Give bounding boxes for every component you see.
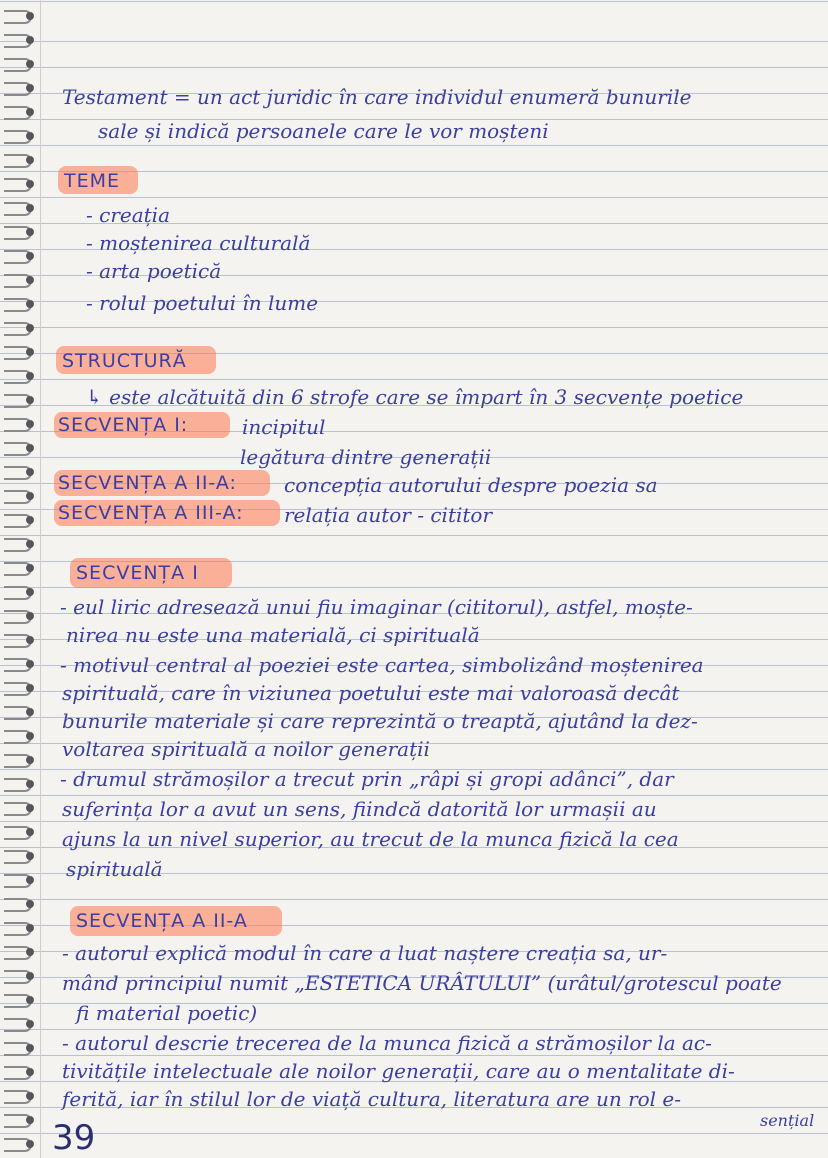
page-number: 39 [52, 1118, 96, 1158]
secventa-3-text: relația autor - cititor [284, 503, 493, 527]
secventa-1-line: voltarea spirituală a noilor generații [62, 737, 430, 761]
punch-hole [26, 636, 34, 644]
margin-line [40, 0, 41, 1158]
punch-hole [26, 900, 34, 908]
punch-hole [26, 108, 34, 116]
punch-hole [26, 60, 34, 68]
punch-hole [26, 180, 34, 188]
punch-hole [26, 780, 34, 788]
structura-heading: STRUCTURĂ [62, 350, 187, 372]
punch-hole [26, 804, 34, 812]
punch-hole [26, 1020, 34, 1028]
punch-hole [26, 420, 34, 428]
secventa-1-line: - drumul strămoșilor a trecut prin „râpi și gropi adânci”, dar [60, 767, 674, 791]
secventa-1-line: nirea nu este una materială, ci spirituală [66, 623, 480, 647]
punch-hole [26, 684, 34, 692]
punch-hole [26, 276, 34, 284]
secventa-3-label: SECVENȚA A III-A: [58, 502, 244, 524]
structura-intro: ↳ este alcătuită din 6 strofe care se împart în 3 secvențe poetice [86, 385, 744, 409]
secventa-1-text: incipitul [242, 415, 326, 439]
punch-hole [26, 540, 34, 548]
tema-item: - creația [86, 203, 170, 227]
punch-hole [26, 156, 34, 164]
punch-hole [26, 132, 34, 140]
secventa-1-label: SECVENȚA I: [58, 414, 189, 436]
punch-hole [26, 12, 34, 20]
teme-heading: TEME [64, 170, 121, 192]
punch-hole [26, 852, 34, 860]
punch-hole [26, 372, 34, 380]
secventa-2-line: mând principiul numit „ESTETICA URÂTULUI” (urâtul/grotescul poate [62, 971, 782, 995]
definition-line-2: sale și indică persoanele care le vor moșteni [98, 119, 549, 143]
secventa-1-line: bunurile materiale și care reprezintă o treaptă, ajutând la dez- [62, 709, 698, 733]
secventa-2-line: - autorul descrie trecerea de la munca fizică a strămoșilor la ac- [62, 1031, 712, 1055]
punch-hole [26, 228, 34, 236]
punch-hole [26, 468, 34, 476]
punch-hole [26, 324, 34, 332]
punch-hole [26, 1092, 34, 1100]
punch-hole [26, 444, 34, 452]
secventa-2-line: - autorul explică modul în care a luat naștere creația sa, ur- [62, 941, 668, 965]
secventa-2-text: concepția autorului despre poezia sa [284, 473, 658, 497]
punch-hole [26, 972, 34, 980]
secventa-1-line: suferința lor a avut un sens, fiindcă datorită lor urmașii au [62, 797, 657, 821]
secventa-2-line: ferită, iar în stilul lor de viață cultura, literatura are un rol e- [62, 1087, 682, 1111]
punch-hole [26, 1044, 34, 1052]
tema-item: - rolul poetului în lume [86, 291, 319, 315]
punch-hole [26, 612, 34, 620]
punch-hole [26, 300, 34, 308]
punch-hole [26, 1068, 34, 1076]
punch-hole [26, 516, 34, 524]
secventa-2-line: sențial [760, 1111, 815, 1130]
secventa-2-line: tivitățile intelectuale ale noilor generații, care au o mentalitate di- [62, 1059, 735, 1083]
spiral-binding [0, 0, 40, 1158]
punch-hole [26, 588, 34, 596]
secventa-2-label: SECVENȚA A II-A: [58, 472, 237, 494]
secventa-1-line: spirituală [66, 857, 163, 881]
secventa-1-line: - eul liric adresează unui fiu imaginar (cititorul), astfel, moște- [60, 595, 693, 619]
punch-hole [26, 564, 34, 572]
punch-hole [26, 492, 34, 500]
secventa-2-line: fi material poetic) [76, 1001, 258, 1025]
punch-hole [26, 204, 34, 212]
punch-hole [26, 36, 34, 44]
tema-item: - arta poetică [86, 259, 222, 283]
punch-hole [26, 948, 34, 956]
secventa-1-text-2: legătura dintre generații [240, 445, 492, 469]
punch-hole [26, 1140, 34, 1148]
punch-hole [26, 708, 34, 716]
secventa-2-heading: SECVENȚA A II-A [76, 910, 248, 932]
punch-hole [26, 252, 34, 260]
punch-hole [26, 924, 34, 932]
punch-hole [26, 876, 34, 884]
punch-hole [26, 996, 34, 1004]
punch-hole [26, 396, 34, 404]
punch-hole [26, 756, 34, 764]
punch-hole [26, 348, 34, 356]
definition-line-1: Testament = un act juridic în care individul enumeră bunurile [62, 85, 692, 109]
punch-hole [26, 1116, 34, 1124]
punch-hole [26, 84, 34, 92]
secventa-1-line: - motivul central al poeziei este cartea, simbolizând moștenirea [60, 653, 704, 677]
secventa-1-line: spirituală, care în viziunea poetului este mai valoroasă decât [62, 681, 680, 705]
tema-item: - moștenirea culturală [86, 231, 311, 255]
punch-hole [26, 732, 34, 740]
secventa-1-line: ajuns la un nivel superior, au trecut de la munca fizică la cea [62, 827, 679, 851]
secventa-1-heading: SECVENȚA I [76, 562, 199, 584]
punch-hole [26, 660, 34, 668]
punch-hole [26, 828, 34, 836]
